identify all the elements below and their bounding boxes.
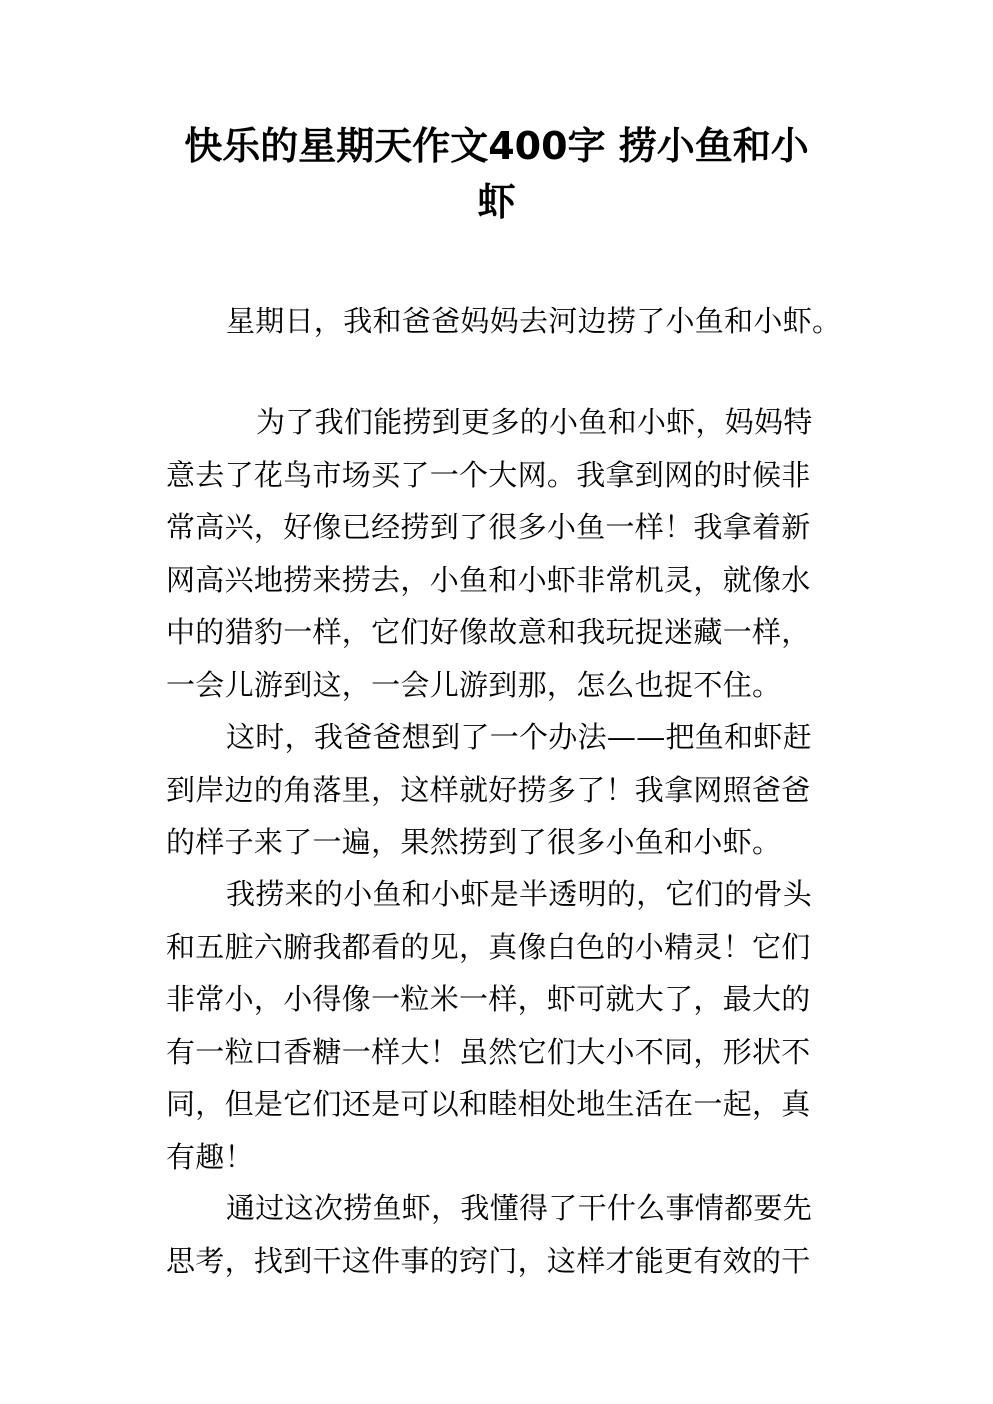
text-line: 中的猎豹一样，它们好像故意和我玩捉迷藏一样， (166, 615, 811, 649)
text-line: 有趣！ (166, 1139, 254, 1174)
title-line: 快乐的星期天作文400字 捞小鱼和小 (184, 124, 809, 168)
paragraph-4 (166, 868, 831, 1183)
text-line: 通过这次捞鱼虾，我懂得了干什么事情都要先 (226, 1191, 813, 1225)
text-line: 的样子来了一遍，果然捞到了很多小鱼和小虾。 (166, 825, 782, 859)
text-line: 到岸边的角落里，这样就好捞多了！我拿网照爸爸 (166, 772, 811, 807)
text-line: 网高兴地捞来捞去，小鱼和小虾非常机灵，就像水 (166, 562, 811, 597)
text-line: 非常小，小得像一粒米一样，虾可就大了，最大的 (166, 982, 811, 1016)
text-line: 意去了花鸟市场买了一个大网。我拿到网的时候非 (166, 457, 811, 492)
text-line: 同，但是它们还是可以和睦相处地生活在一起，真 (166, 1087, 811, 1121)
text-line: 思考，找到干这件事的窍门，这样才能更有效的干 (166, 1243, 811, 1278)
text-line: 和五脏六腑我都看的见，真像白色的小精灵！它们 (166, 929, 811, 964)
text-line: 这时，我爸爸想到了一个办法——把鱼和虾赶 (226, 720, 813, 754)
paragraph-3 (166, 711, 831, 869)
text-line: 有一粒口香糖一样大！虽然它们大小不同，形状不 (166, 1034, 811, 1069)
text-line: 我捞来的小鱼和小虾是半透明的，它们的骨头 (226, 877, 813, 911)
paragraph-2 (166, 396, 831, 711)
paragraph-1: 星期日，我和爸爸妈妈去河边捞了小鱼和小虾。 (226, 304, 842, 338)
document-title (150, 118, 843, 230)
title-line: 虾 (477, 180, 516, 224)
text-line: 一会儿游到这，一会儿游到那，怎么也捉不住。 (166, 667, 782, 702)
text-line: 常高兴，好像已经捞到了很多小鱼一样！我拿着新 (166, 510, 811, 544)
text-line: 为了我们能捞到更多的小鱼和小虾，妈妈特 (256, 405, 813, 439)
paragraph-5 (166, 1182, 831, 1287)
